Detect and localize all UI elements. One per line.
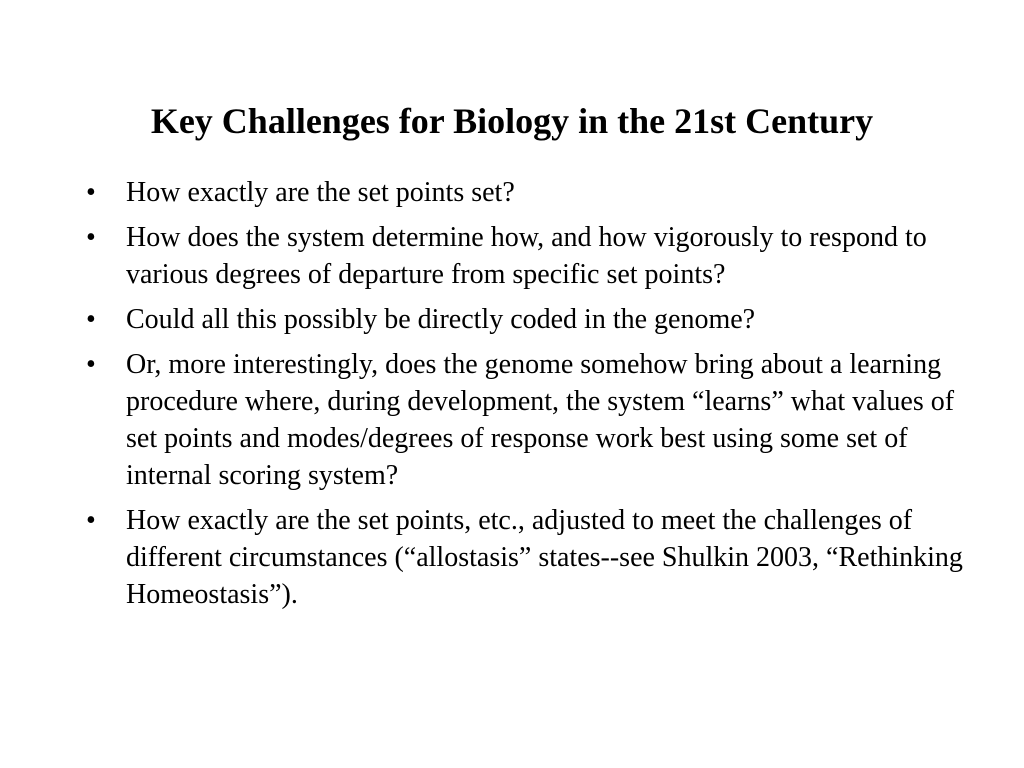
bullet-dot-icon: • [86,505,96,536]
slide-title: Key Challenges for Biology in the 21st Century [150,101,874,141]
bullet-dot-icon: • [86,222,96,253]
bullet-dot-icon: • [86,177,96,208]
bullet-item [86,219,966,293]
bullet-text: Or, more interestingly, does the genome somehow bring about a learning procedure where, during development, the system “learns” what values of set points and modes/degrees of response work best using some set of internal scoring system? [126,349,955,491]
bullet-item [86,502,966,613]
bullet-item [86,174,966,211]
bullet-text: Could all this possibly be directly coded in the genome? [126,304,756,335]
bullet-text: How does the system determine how, and how vigorously to respond to various degrees of departure from specific set points? [126,222,927,290]
bullet-list [86,174,966,621]
bullet-dot-icon: • [86,349,96,380]
bullet-item [86,346,966,494]
bullet-dot-icon: • [86,304,96,335]
bullet-text: How exactly are the set points set? [126,177,515,208]
bullet-item [86,301,966,338]
bullet-text: How exactly are the set points, etc., adjusted to meet the challenges of different circumstances (“allostasis” states--see Shulkin 2003, “Rethinking Homeostasis”). [126,505,963,610]
